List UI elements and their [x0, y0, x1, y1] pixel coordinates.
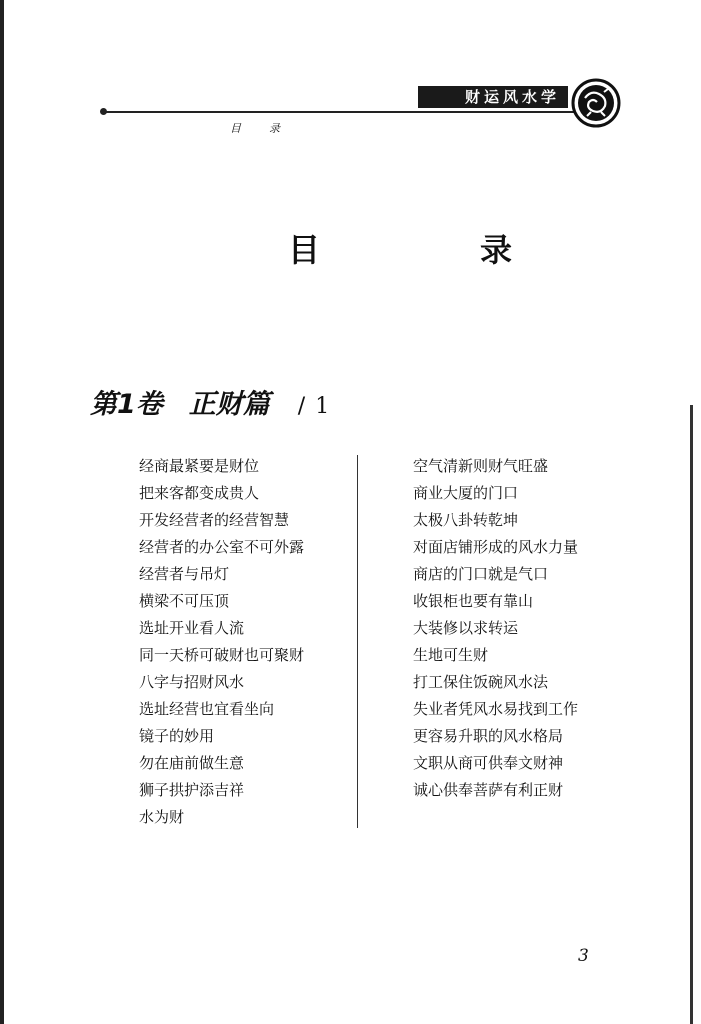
toc-entry[interactable]: 开发经营者的经营智慧: [139, 511, 290, 529]
toc-entry[interactable]: 经营者与吊灯: [139, 565, 230, 583]
toc-entry[interactable]: 生地可生财: [413, 646, 489, 664]
toc-entry[interactable]: 选址经营也宜看坐向: [139, 700, 275, 718]
toc-entry[interactable]: 失业者凭风水易找到工作: [413, 700, 579, 718]
page-edge-right: [690, 405, 693, 1024]
toc-entry[interactable]: 诚心供奉菩萨有利正财: [413, 781, 564, 799]
toc-entry[interactable]: 经商最紧要是财位: [139, 457, 260, 475]
page-edge-left: [0, 0, 4, 1024]
toc-entry[interactable]: 选址开业看人流: [139, 619, 245, 637]
toc-left-column: [139, 453, 304, 831]
round-seal-emblem-icon: [571, 78, 621, 128]
section-name: 正财篇: [188, 389, 270, 420]
book-title-band: 财运风水学: [418, 86, 568, 108]
section-heading: [90, 382, 329, 421]
toc-entry[interactable]: 商业大厦的门口: [413, 484, 519, 502]
toc-entry[interactable]: 更容易升职的风水格局: [413, 727, 564, 745]
toc-entry[interactable]: 收银柜也要有靠山: [413, 592, 534, 610]
toc-entry[interactable]: 太极八卦转乾坤: [413, 511, 519, 529]
toc-entry[interactable]: 把来客都变成贵人: [139, 484, 260, 502]
section-slash: /: [297, 394, 306, 419]
page-title: 目 录: [288, 231, 577, 269]
toc-entry[interactable]: 水为财: [139, 808, 185, 826]
toc-entry[interactable]: 商店的门口就是气口: [413, 565, 549, 583]
toc-entry[interactable]: 同一天桥可破财也可聚财: [139, 646, 305, 664]
toc-entry[interactable]: 八字与招财风水: [139, 673, 245, 691]
volume-label: 第1卷: [90, 389, 163, 420]
toc-entry[interactable]: 大装修以求转运: [413, 619, 519, 637]
page-number: 3: [578, 946, 589, 966]
toc-entry[interactable]: 横梁不可压顶: [139, 592, 230, 610]
toc-entry[interactable]: 打工保住饭碗风水法: [413, 673, 549, 691]
header-rule: [104, 111, 574, 113]
running-header: 目录: [230, 122, 308, 135]
toc-entry[interactable]: 经营者的办公室不可外露: [139, 538, 305, 556]
column-divider: [357, 455, 358, 828]
toc-entry[interactable]: 对面店铺形成的风水力量: [413, 538, 579, 556]
toc-right-column: [413, 453, 578, 804]
toc-entry[interactable]: 空气清新则财气旺盛: [413, 457, 549, 475]
toc-entry[interactable]: 狮子拱护添吉祥: [139, 781, 245, 799]
toc-entry[interactable]: 勿在庙前做生意: [139, 754, 245, 772]
toc-entry[interactable]: 镜子的妙用: [139, 727, 215, 745]
section-page-number: 1: [315, 394, 330, 419]
toc-entry[interactable]: 文职从商可供奉文财神: [413, 754, 564, 772]
